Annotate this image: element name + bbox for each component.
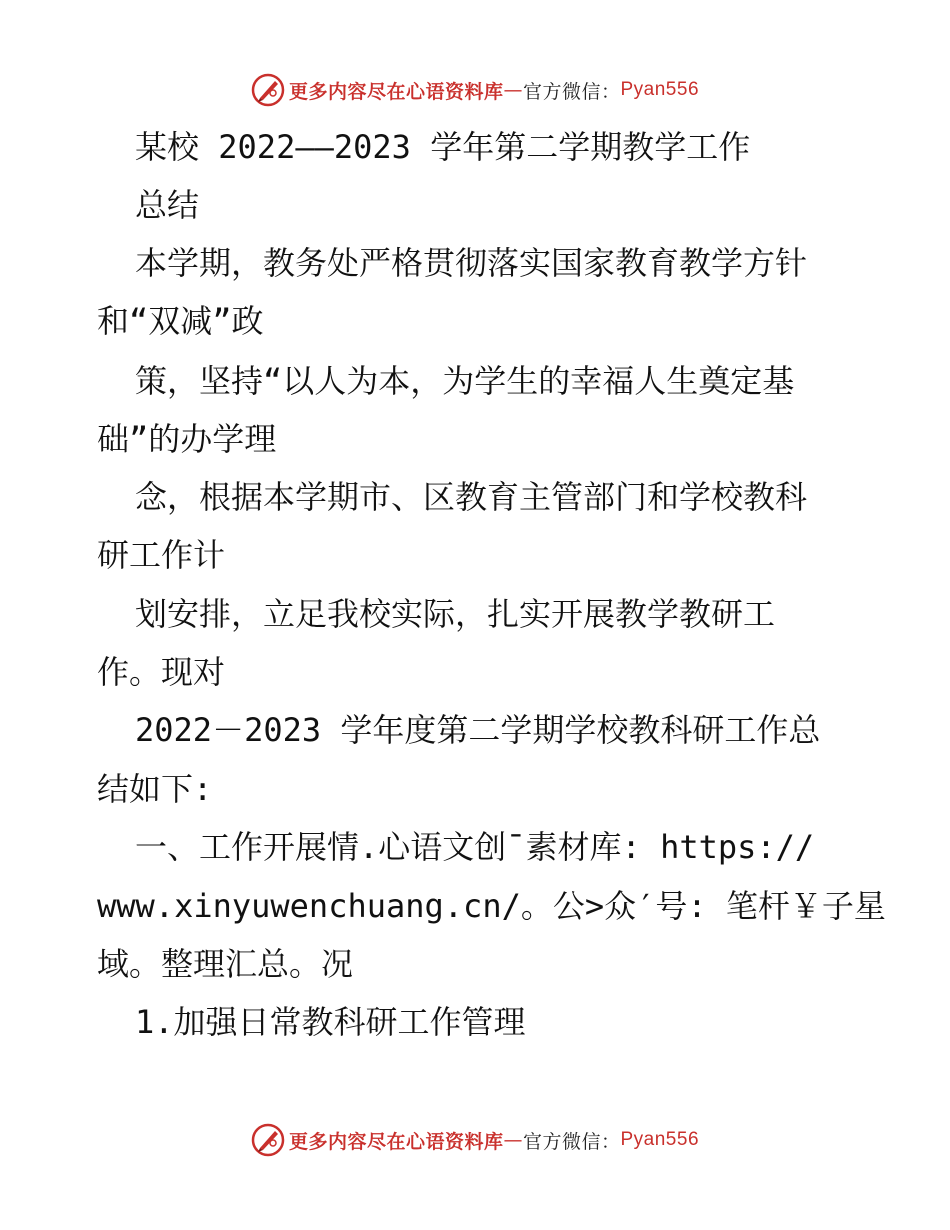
watermark-wechat-id: Pyan556	[620, 79, 700, 100]
paragraph-line: 域。整理汇总。况	[97, 945, 354, 983]
section-heading-line: 一、工作开展情.心语文创¯素材库: https://	[135, 828, 815, 866]
paragraph-line: 本学期，教务处严格贯彻落实国家教育教学方针	[135, 244, 808, 282]
paragraph-line: 作。现对	[97, 653, 226, 691]
quill-pen-logo-icon	[251, 1123, 285, 1157]
paragraph-line: 策，坚持“以人为本，为学生的幸福人生奠定基	[135, 362, 795, 400]
watermark-wechat-label: 官方微信：	[522, 80, 621, 103]
watermark-dash: —	[503, 1129, 523, 1151]
document-title-line-2: 总结	[135, 186, 200, 224]
watermark-wechat-label: 官方微信：	[522, 1130, 621, 1153]
footer-watermark	[0, 1120, 950, 1160]
paragraph-line: 础”的办学理	[97, 420, 277, 458]
header-watermark	[0, 70, 950, 110]
paragraph-line: 念，根据本学期市、区教育主管部门和学校教科	[135, 478, 808, 516]
quill-pen-logo-icon	[251, 73, 285, 107]
paragraph-line: 结如下:	[97, 770, 213, 808]
paragraph-line: www.xinyuwenchuang.cn/。公>众′号: 笔杆￥子星	[97, 887, 886, 925]
watermark-dash: —	[503, 79, 523, 101]
paragraph-line: 研工作计	[97, 536, 226, 574]
paragraph-line: 2022－2023 学年度第二学期学校教科研工作总	[135, 711, 821, 749]
watermark-brand: 更多内容尽在心语资料库	[288, 80, 504, 103]
subsection-heading-line: 1.加强日常教科研工作管理	[135, 1003, 526, 1041]
watermark-brand: 更多内容尽在心语资料库	[288, 1130, 504, 1153]
paragraph-line: 划安排，立足我校实际，扎实开展教学教研工	[135, 595, 776, 633]
document-title-line-1: 某校 2022——2023 学年第二学期教学工作	[135, 128, 751, 166]
watermark-wechat-id: Pyan556	[620, 1129, 700, 1150]
paragraph-line: 和“双减”政	[97, 302, 264, 340]
